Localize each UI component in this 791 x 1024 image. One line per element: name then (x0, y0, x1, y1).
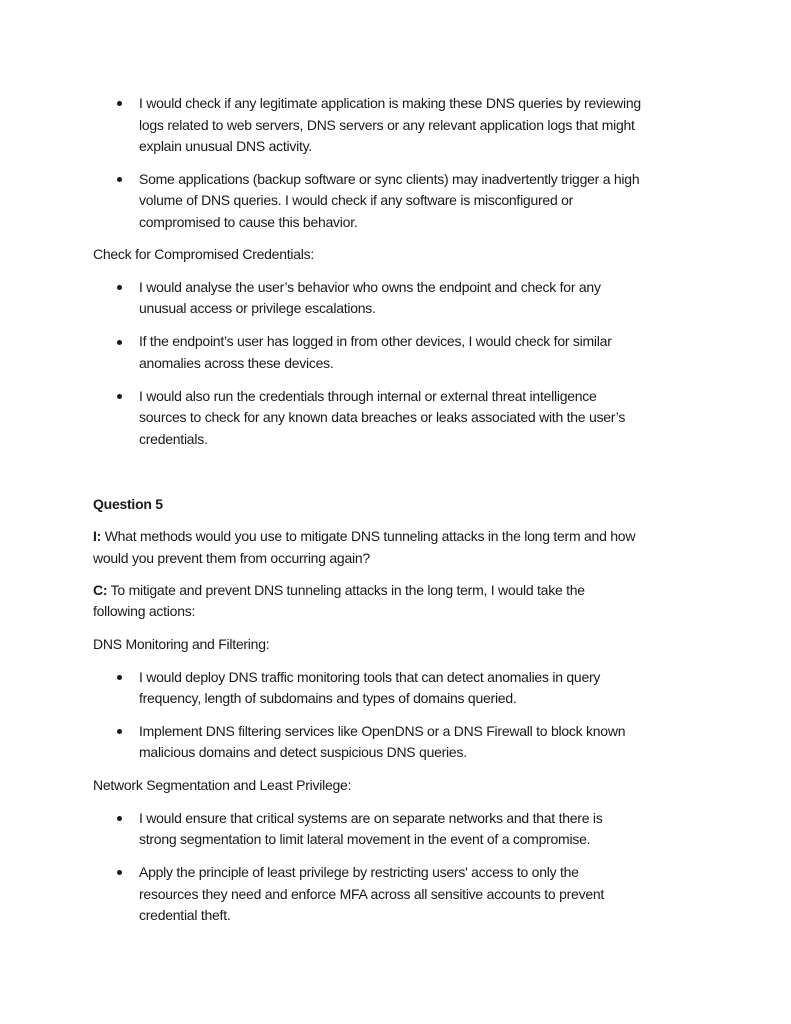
bullet-icon (117, 816, 122, 821)
list-item-line: strong segmentation to limit lateral movement in the event of a compromise. (139, 831, 591, 847)
bullet-icon (117, 340, 122, 345)
section-heading-network-segmentation: Network Segmentation and Least Privilege: (93, 777, 352, 793)
list-item-line: explain unusual DNS activity. (139, 138, 313, 154)
list-item-line: I would ensure that critical systems are on separate networks and that there is (139, 810, 603, 826)
list-item-line: volume of DNS queries. I would check if any software is misconfigured or (139, 192, 574, 208)
list-item-line: Apply the principle of least privilege by restricting users' access to only the (139, 864, 579, 880)
bullet-icon (117, 101, 122, 106)
bullet-icon (117, 394, 122, 399)
list-item-line: I would analyse the user’s behavior who owns the endpoint and check for any (139, 279, 601, 295)
candidate-line (93, 580, 585, 600)
list-item-line: malicious domains and detect suspicious DNS queries. (139, 744, 467, 760)
bullet-icon (117, 729, 122, 734)
list-item-line: If the endpoint’s user has logged in from other devices, I would check for similar (139, 333, 612, 349)
list-item-line: anomalies across these devices. (139, 355, 334, 371)
list-item-line: Implement DNS filtering services like OpenDNS or a DNS Firewall to block known (139, 723, 626, 739)
list-item-line: logs related to web servers, DNS servers or any relevant application logs that might (139, 117, 635, 133)
interviewer-line: would you prevent them from occurring again? (93, 550, 370, 566)
bullet-icon (117, 675, 122, 680)
candidate-label: C: (93, 582, 108, 598)
list-item-line: frequency, length of subdomains and types of domains queried. (139, 690, 517, 706)
question-title: Question 5 (93, 496, 163, 512)
list-item-line: credential theft. (139, 907, 231, 923)
bullet-icon (117, 177, 122, 182)
interviewer-label: I: (93, 528, 102, 544)
candidate-text: To mitigate and prevent DNS tunneling attacks in the long term, I would take the (110, 582, 585, 598)
interviewer-text: What methods would you use to mitigate DNS tunneling attacks in the long term and how (104, 528, 636, 544)
list-item-line: credentials. (139, 431, 208, 447)
interviewer-line (93, 526, 635, 546)
list-item-line: unusual access or privilege escalations. (139, 300, 376, 316)
list-item-line: I would deploy DNS traffic monitoring tools that can detect anomalies in query (139, 669, 601, 685)
list-item-line: I would also run the credentials through internal or external threat intelligence (139, 388, 597, 404)
section-heading-compromised-credentials: Check for Compromised Credentials: (93, 246, 315, 262)
list-item-line: resources they need and enforce MFA across all sensitive accounts to prevent (139, 886, 605, 902)
list-item-line: I would check if any legitimate application is making these DNS queries by reviewing (139, 95, 641, 111)
list-item-line: Some applications (backup software or sync clients) may inadvertently trigger a high (139, 171, 640, 187)
bullet-icon (117, 285, 122, 290)
list-item-line: sources to check for any known data breaches or leaks associated with the user’s (139, 409, 626, 425)
candidate-line: following actions: (93, 603, 196, 619)
section-heading-dns-monitoring: DNS Monitoring and Filtering: (93, 636, 270, 652)
bullet-icon (117, 870, 122, 875)
list-item-line: compromised to cause this behavior. (139, 214, 358, 230)
